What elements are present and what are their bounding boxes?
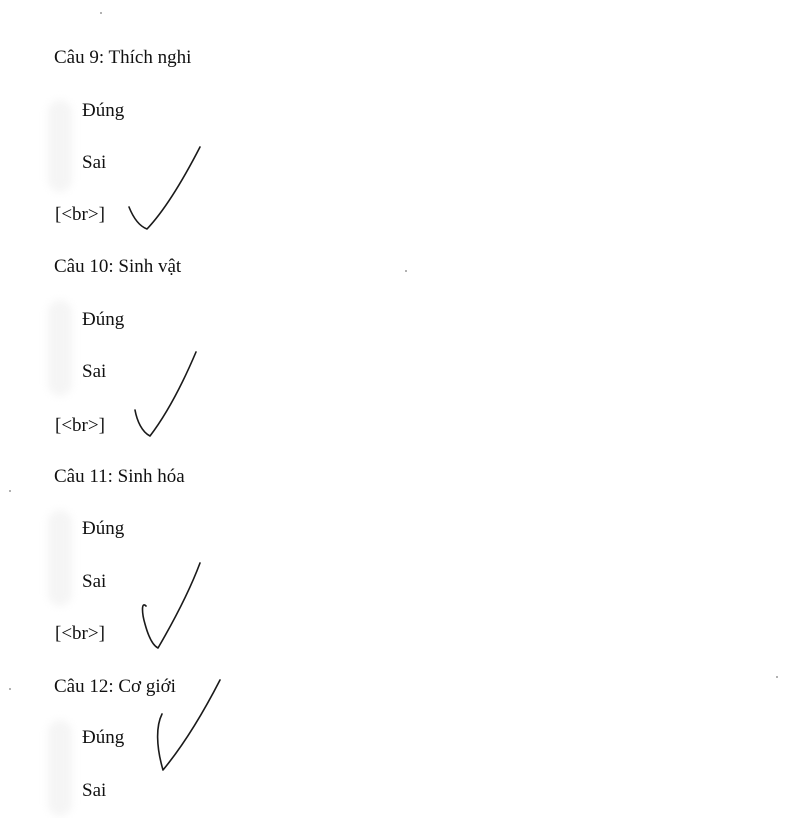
question-9-br-marker: [<br>] [55, 204, 105, 225]
check-mark-icon [143, 563, 201, 648]
question-11-option-true[interactable]: Đúng [82, 518, 125, 539]
check-mark-icon [135, 352, 196, 436]
question-10-option-true[interactable]: Đúng [82, 309, 125, 330]
question-10-title: Câu 10: Sinh vật [54, 256, 182, 277]
question-12-title: Câu 12: Cơ giới [54, 676, 176, 697]
question-11-br-marker: [<br>] [55, 623, 105, 644]
scan-smudge [48, 300, 72, 396]
scan-dot [100, 12, 102, 14]
question-9-option-false[interactable]: Sai [82, 152, 107, 173]
question-10-option-false[interactable]: Sai [82, 361, 107, 382]
scan-smudge [48, 720, 72, 816]
question-10-br-marker: [<br>] [55, 415, 105, 436]
scan-dot [776, 676, 778, 678]
question-12-option-false[interactable]: Sai [82, 780, 107, 801]
scan-dot [9, 688, 11, 690]
scan-dot [9, 490, 11, 492]
scan-smudge [48, 100, 72, 192]
question-9-title: Câu 9: Thích nghi [54, 47, 192, 68]
scan-dot [405, 270, 407, 272]
question-9-option-true[interactable]: Đúng [82, 100, 125, 121]
check-mark-icon [129, 147, 200, 229]
scan-smudge [48, 510, 72, 606]
question-12-option-true[interactable]: Đúng [82, 727, 125, 748]
question-11-option-false[interactable]: Sai [82, 571, 107, 592]
question-11-title: Câu 11: Sinh hóa [54, 466, 185, 487]
